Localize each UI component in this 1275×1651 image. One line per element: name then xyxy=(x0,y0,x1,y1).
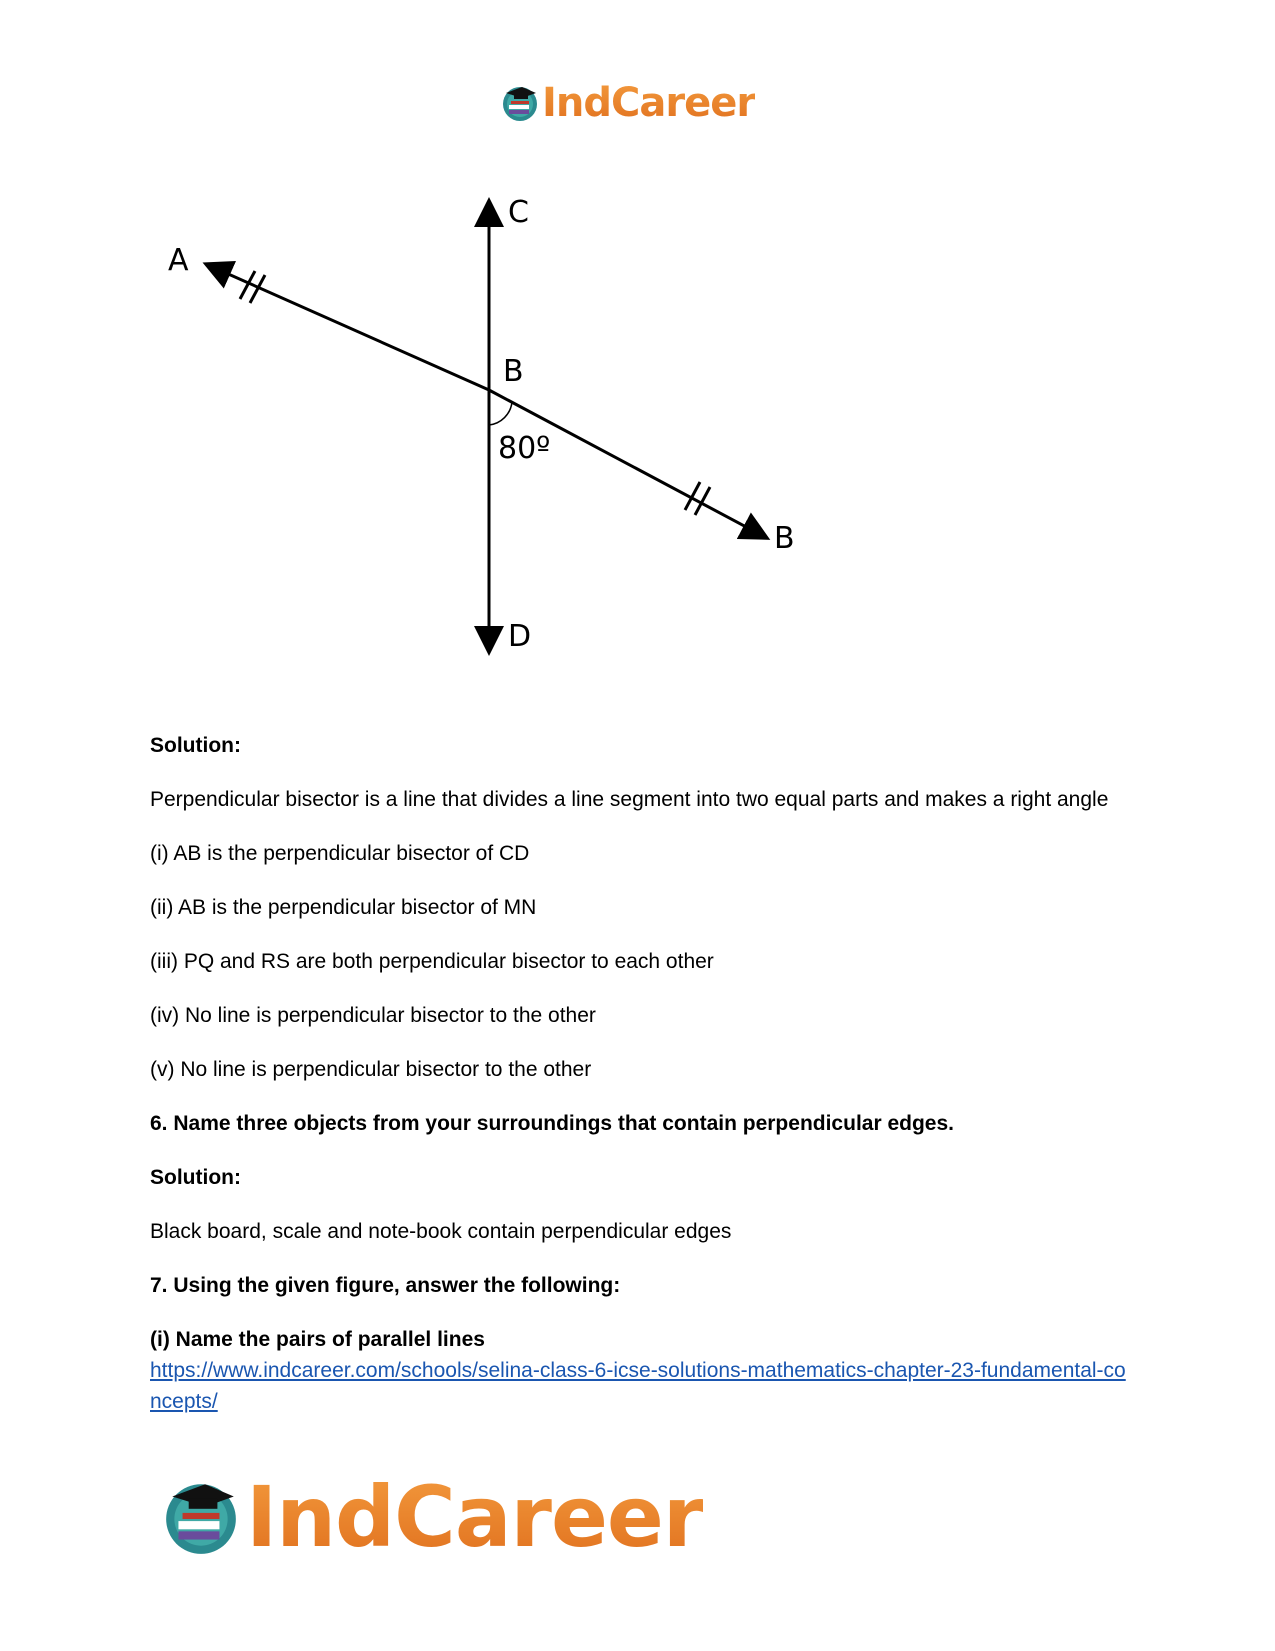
q6-answer: Black board, scale and note-book contain perpendicular edges xyxy=(150,1220,732,1243)
question-7-part-1: (i) Name the pairs of parallel lines xyxy=(150,1328,485,1351)
label-a: A xyxy=(168,243,189,278)
label-b-end: B xyxy=(774,521,795,556)
header-logo xyxy=(500,80,755,126)
footer-logo xyxy=(160,1468,703,1566)
question-6: 6. Name three objects from your surroundings that contain perpendicular edges. xyxy=(150,1112,954,1135)
label-d: D xyxy=(508,619,532,654)
label-b-center: B xyxy=(503,354,524,389)
globe-graduation-cap-icon xyxy=(500,83,540,123)
answer-item: (iii) PQ and RS are both perpendicular bisector to each other xyxy=(150,950,714,973)
perpendicular-bisector-figure xyxy=(160,185,860,685)
globe-graduation-cap-icon xyxy=(160,1476,242,1558)
answer-item: (ii) AB is the perpendicular bisector of MN xyxy=(150,896,537,919)
question-7: 7. Using the given figure, answer the following: xyxy=(150,1274,621,1297)
angle-arc xyxy=(489,402,512,425)
answer-item: (v) No line is perpendicular bisector to the other xyxy=(150,1058,592,1081)
source-link[interactable]: https://www.indcareer.com/schools/selina-class-6-icse-solutions-mathematics-chapter-23-fundamental-concepts/ xyxy=(150,1359,1126,1413)
equal-tick-marks-upper xyxy=(240,271,265,303)
solution-content xyxy=(150,730,1130,1417)
brand-name: IndCareer xyxy=(246,1468,704,1566)
answer-item: (i) AB is the perpendicular bisector of CD xyxy=(150,842,530,865)
equal-tick-marks-lower xyxy=(685,482,710,515)
line-ab-upper xyxy=(208,265,489,390)
solution-label: Solution: xyxy=(150,734,241,757)
q6-solution-label: Solution: xyxy=(150,1166,241,1189)
label-angle: 80º xyxy=(498,431,551,466)
label-c: C xyxy=(508,195,529,230)
answer-item: (iv) No line is perpendicular bisector to the other xyxy=(150,1004,596,1027)
brand-name: IndCareer xyxy=(542,80,756,126)
definition-text: Perpendicular bisector is a line that divides a line segment into two equal parts and makes a right angle xyxy=(150,788,1109,811)
